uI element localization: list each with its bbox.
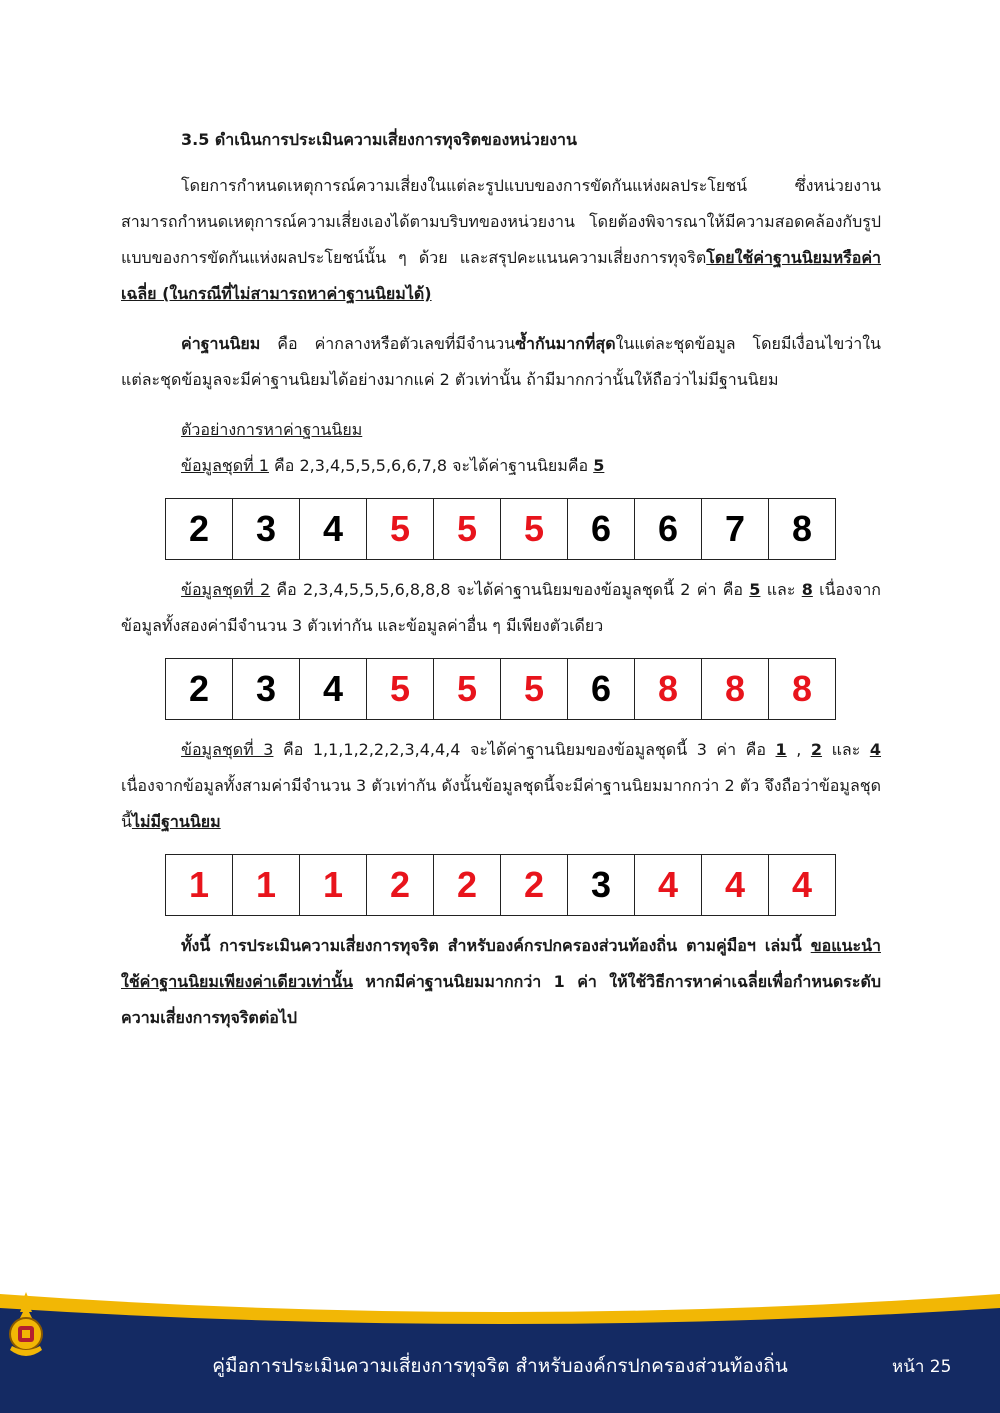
set3-cell: 4 xyxy=(769,855,836,916)
set1-cell: 5 xyxy=(367,499,434,560)
set2-cell: 5 xyxy=(367,659,434,720)
set2-label: ข้อมูลชุดที่ 2 xyxy=(181,580,271,599)
set1-cell: 6 xyxy=(635,499,702,560)
set1-cell: 5 xyxy=(434,499,501,560)
mode-term: ค่าฐานนิยม xyxy=(181,334,261,353)
set3-description xyxy=(121,732,881,840)
set2-cell: 5 xyxy=(501,659,568,720)
set2-cell: 8 xyxy=(769,659,836,720)
paragraph-intro xyxy=(121,168,881,312)
set3-and: และ xyxy=(822,740,870,759)
definition-emphasis: ซ้ำกันมากที่สุด xyxy=(515,334,616,353)
set3-cell: 1 xyxy=(233,855,300,916)
set2-cell: 3 xyxy=(233,659,300,720)
set3-mode-c: 4 xyxy=(869,740,881,759)
set2-text-a: คือ 2,3,4,5,5,5,6,8,8,8 จะได้ค่าฐานนิยมของข้อมูลชุดนี้ 2 ค่า คือ xyxy=(270,580,750,599)
set3-table xyxy=(165,854,836,916)
set1-mode: 5 xyxy=(593,456,605,475)
set3-cell: 2 xyxy=(367,855,434,916)
definition-text-a: คือ ค่ากลางหรือตัวเลขที่มีจำนวน xyxy=(260,334,516,353)
set2-mode-a: 5 xyxy=(749,580,761,599)
set1-description xyxy=(181,448,881,484)
set2-cell: 8 xyxy=(635,659,702,720)
set2-table xyxy=(165,658,836,720)
set2-cell: 5 xyxy=(434,659,501,720)
set2-text-b: เนื่องจากข้อมูลทั้งสองค่ามีจำนวน 3 ตัวเท่ากัน และข้อมูลค่าอื่น ๆ มีเพียงตัวเดียว xyxy=(121,580,881,635)
set2-description xyxy=(121,572,881,644)
footer-title: คู่มือการประเมินความเสี่ยงการทุจริต สำหรับองค์กรปกครองส่วนท้องถิ่น xyxy=(212,1355,788,1377)
set3-cell: 3 xyxy=(568,855,635,916)
conclusion-text-b: หากมีค่าฐานนิยมมากกว่า 1 ค่า ให้ใช้วิธีการหาค่าเฉลี่ยเพื่อกำหนดระดับความเสี่ยงการทุจริตต่อไป xyxy=(121,972,881,1027)
set3-label: ข้อมูลชุดที่ 3 xyxy=(181,740,274,759)
page-content xyxy=(121,122,881,1036)
set1-cell: 6 xyxy=(568,499,635,560)
set1-cell: 5 xyxy=(501,499,568,560)
set1-cell: 8 xyxy=(769,499,836,560)
paragraph-conclusion xyxy=(121,928,881,1036)
example-title: ตัวอย่างการหาค่าฐานนิยม xyxy=(181,420,363,439)
set3-cell: 1 xyxy=(166,855,233,916)
intro-emphasis: โดยใช้ค่าฐานนิยมหรือค่าเฉลี่ย (ในกรณีที่ไม่สามารถหาค่าฐานนิยมได้) xyxy=(121,248,881,303)
page-footer xyxy=(0,1290,1000,1413)
set3-cell: 1 xyxy=(300,855,367,916)
set3-sep: , xyxy=(786,740,811,759)
paragraph-mode-definition xyxy=(121,326,881,398)
page-number: หน้า 25 xyxy=(892,1357,952,1377)
conclusion-emphasis: ขอแนะนำใช้ค่าฐานนิยมเพียงค่าเดียวเท่านั้น xyxy=(121,936,881,991)
set2-cell: 8 xyxy=(702,659,769,720)
set2-cell: 4 xyxy=(300,659,367,720)
set3-conclusion: ไม่มีฐานนิยม xyxy=(131,812,221,831)
set3-cell: 4 xyxy=(635,855,702,916)
section-heading: 3.5 ดำเนินการประเมินความเสี่ยงการทุจริตของหน่วยงาน xyxy=(181,130,577,149)
set3-mode-a: 1 xyxy=(775,740,787,759)
conclusion-text-a: ทั้งนี้ การประเมินความเสี่ยงการทุจริต สำหรับองค์กรปกครองส่วนท้องถิ่น ตามคู่มือฯ เล่มนี้ xyxy=(181,936,811,955)
set1-label: ข้อมูลชุดที่ 1 xyxy=(181,456,269,475)
set3-text-a: คือ 1,1,1,2,2,2,3,4,4,4 จะได้ค่าฐานนิยมของข้อมูลชุดนี้ 3 ค่า คือ xyxy=(273,740,776,759)
department-emblem-icon xyxy=(0,1290,52,1360)
set3-text-b: เนื่องจากข้อมูลทั้งสามค่ามีจำนวน 3 ตัวเท่ากัน ดังนั้นข้อมูลชุดนี้จะมีค่าฐานนิยมมากกว่า 2 ตัว จึงถือว่าข้อมูลชุดนี้ xyxy=(121,776,881,831)
intro-text: โดยการกำหนดเหตุการณ์ความเสี่ยงในแต่ละรูปแบบของการขัดกันแห่งผลประโยชน์ ซึ่งหน่วยงานสามารถกำหนดเหตุการณ์ความเสี่ยงเองได้ตามบริบทของหน่วยงาน โดยต้องพิจารณาให้มีความสอดคล้องกับรูปแบบของการขัดกันแห่งผลประโยชน์นั้น ๆ ด้วย และสรุปคะแนนความเสี่ยงการทุจริต xyxy=(121,176,881,267)
set1-table xyxy=(165,498,836,560)
set2-cell: 2 xyxy=(166,659,233,720)
set3-mode-b: 2 xyxy=(810,740,823,759)
set1-cell: 4 xyxy=(300,499,367,560)
set1-cell: 2 xyxy=(166,499,233,560)
set3-cell: 2 xyxy=(501,855,568,916)
set1-cell: 3 xyxy=(233,499,300,560)
set3-cell: 2 xyxy=(434,855,501,916)
definition-text-b: ในแต่ละชุดข้อมูล โดยมีเงื่อนไขว่าในแต่ละชุดข้อมูลจะมีค่าฐานนิยมได้อย่างมากแค่ 2 ตัวเท่านั้น ถ้ามีมากกว่านั้นให้ถือว่าไม่มีฐานนิยม xyxy=(121,334,881,389)
set2-mode-b: 8 xyxy=(801,580,813,599)
set3-cell: 4 xyxy=(702,855,769,916)
set1-cell: 7 xyxy=(702,499,769,560)
set2-cell: 6 xyxy=(568,659,635,720)
set2-and: และ xyxy=(760,580,802,599)
set1-text: คือ 2,3,4,5,5,5,6,6,7,8 จะได้ค่าฐานนิยมคือ xyxy=(268,456,594,475)
